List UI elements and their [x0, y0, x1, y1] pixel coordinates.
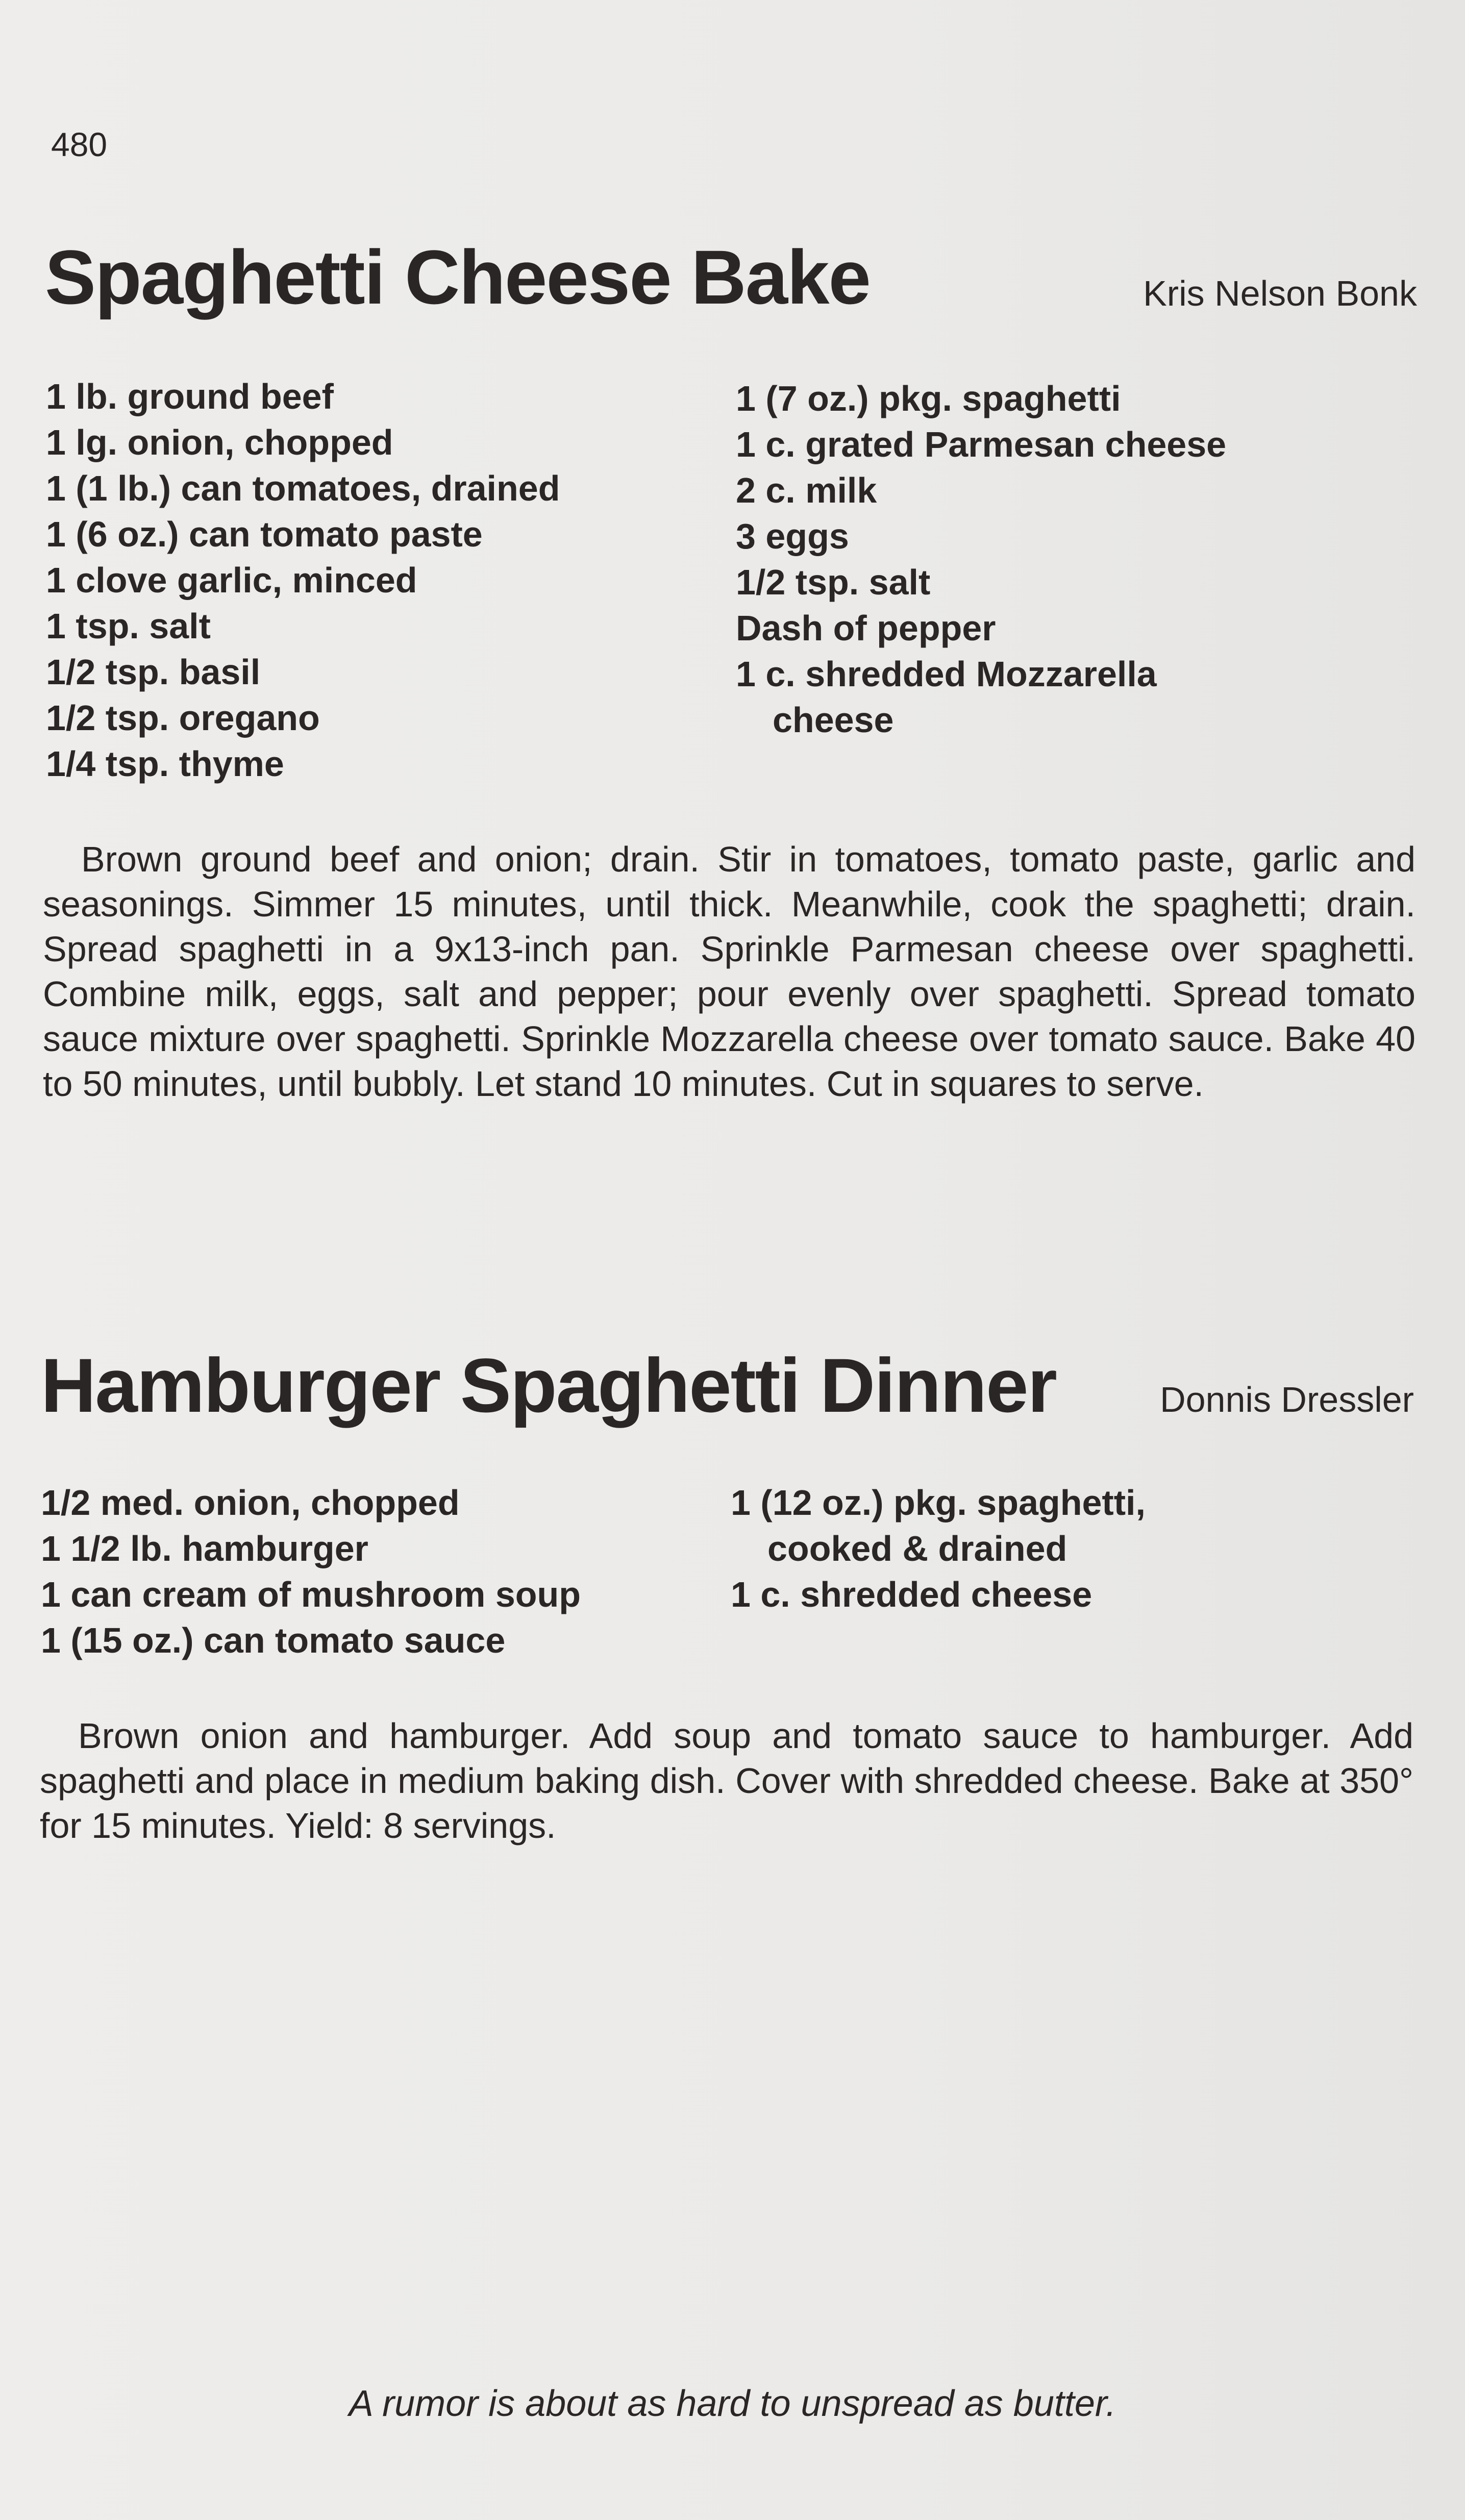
ingredient-list-right — [731, 1480, 1146, 1617]
ingredient-item-continuation: cooked & drained — [767, 1529, 1067, 1568]
ingredient-list-left — [41, 1480, 581, 1663]
ingredient-item: 1 c. grated Parmesan cheese — [736, 425, 1227, 464]
ingredient-item: 1 c. shredded Mozzarella — [736, 654, 1157, 694]
ingredient-item: 1 1/2 lb. hamburger — [41, 1529, 368, 1568]
ingredient-item: 1/4 tsp. thyme — [46, 744, 284, 784]
recipe-author: Donnis Dressler — [1160, 1380, 1414, 1419]
ingredient-item: Dash of pepper — [736, 608, 996, 648]
ingredient-item-continuation: cheese — [773, 700, 894, 740]
recipe-title: Hamburger Spaghetti Dinner — [41, 1342, 1056, 1428]
recipe-directions: Brown onion and hamburger. Add soup and tomato sauce to hamburger. Add spaghetti and place in medium baking dish. Cover with shredded cheese. Bake at 350° for 15 minutes. Yield: 8 servings. — [40, 1716, 1413, 1845]
ingredient-item: 1 (12 oz.) pkg. spaghetti, — [731, 1483, 1146, 1523]
ingredient-item: 1 can cream of mushroom soup — [41, 1575, 581, 1614]
ingredient-item: 1/2 med. onion, chopped — [41, 1483, 460, 1523]
footer-quote: A rumor is about as hard to unspread as butter. — [349, 2383, 1116, 2424]
recipe-directions: Brown ground beef and onion; drain. Stir in tomatoes, tomato paste, garlic and seasonings. Simmer 15 minutes, until thick. Meanwhile, cook the spaghetti; drain. Spread spaghetti in a 9x13-inch pan. Sprinkle Parmesan cheese over spaghetti. Combine milk, eggs, salt and pepper; pour evenly over spaghetti. Spread tomato sauce mixture over spaghetti. Sprinkle Mozzarella cheese over tomato sauce. Bake 40 to 50 minutes, until bubbly. Let stand 10 minutes. Cut in squares to serve. — [43, 839, 1416, 1104]
ingredient-item: 1/2 tsp. oregano — [46, 698, 320, 738]
ingredient-item: 1 lg. onion, chopped — [46, 422, 393, 462]
ingredient-item: 1 (1 lb.) can tomatoes, drained — [46, 468, 560, 508]
ingredient-item: 1/2 tsp. basil — [46, 652, 261, 692]
page-number: 480 — [51, 126, 108, 163]
recipe-title: Spaghetti Cheese Bake — [45, 234, 870, 320]
ingredient-item: 1 c. shredded cheese — [731, 1575, 1092, 1614]
ingredient-item: 1 clove garlic, minced — [46, 560, 417, 600]
ingredient-list-left — [46, 373, 560, 787]
ingredient-item: 1 (6 oz.) can tomato paste — [46, 514, 483, 554]
ingredient-item: 1/2 tsp. salt — [736, 562, 931, 602]
ingredient-item: 3 eggs — [736, 516, 849, 556]
ingredient-item: 2 c. milk — [736, 470, 877, 510]
ingredient-list-right — [736, 376, 1226, 743]
recipe-author: Kris Nelson Bonk — [1143, 273, 1417, 313]
ingredient-item: 1 lb. ground beef — [46, 377, 334, 416]
ingredient-item: 1 tsp. salt — [46, 606, 211, 646]
ingredient-item: 1 (15 oz.) can tomato sauce — [41, 1620, 506, 1660]
ingredient-item: 1 (7 oz.) pkg. spaghetti — [736, 379, 1121, 418]
